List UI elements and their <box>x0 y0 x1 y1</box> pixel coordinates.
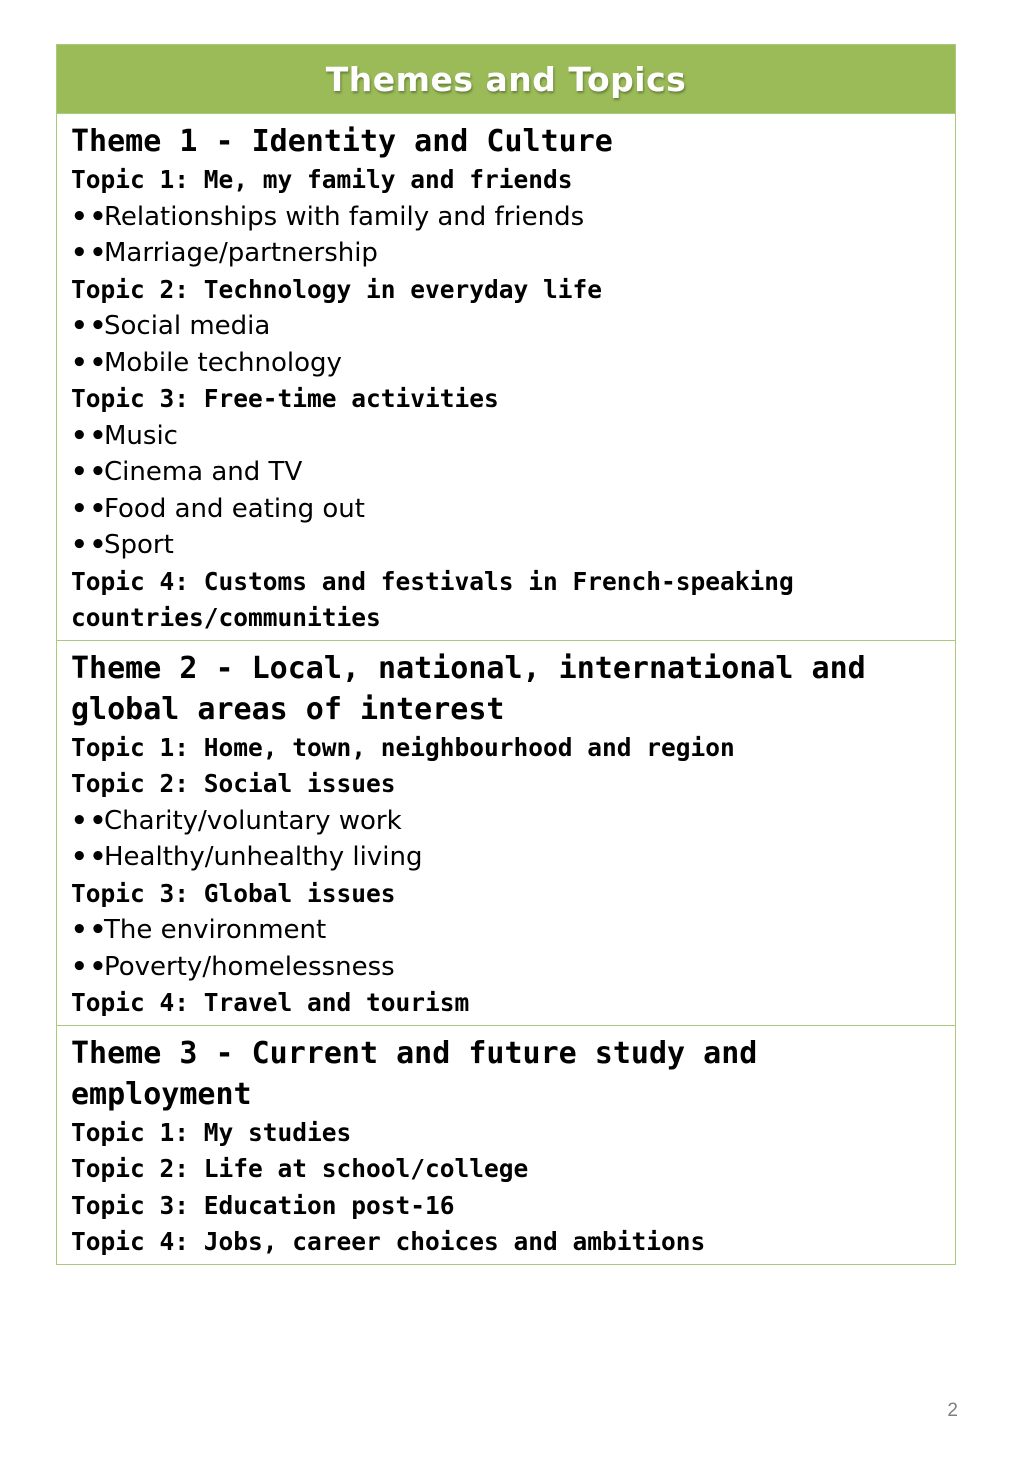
bullet-icon: •• <box>71 347 109 378</box>
list-item <box>71 308 941 345</box>
list-item <box>71 803 941 840</box>
list-item-text: Sport <box>104 530 174 560</box>
list-item-text: Food and eating out <box>104 493 365 524</box>
theme-1-topic-4: Topic 4: Customs and festivals in French-speaking countries/communities <box>71 566 794 632</box>
bullet-icon: •• <box>71 915 109 945</box>
list-item <box>71 949 941 986</box>
bullet-icon: •• <box>71 805 109 836</box>
bullet-icon: •• <box>71 530 109 560</box>
theme-2-topic-1: Topic 1: Home, town, neighbourhood and region <box>71 732 735 762</box>
bullet-icon: •• <box>71 842 109 872</box>
theme-3-cell <box>57 1025 955 1264</box>
theme-3-topic-3: Topic 3: Education post-16 <box>71 1190 455 1220</box>
bullet-icon: •• <box>71 238 109 268</box>
list-item-text: The environment <box>104 915 327 945</box>
bullet-icon: •• <box>71 201 109 232</box>
list-item <box>71 527 941 564</box>
list-item-text: Poverty/homelessness <box>104 951 395 982</box>
list-item <box>71 235 941 272</box>
themes-table <box>56 44 956 1265</box>
theme-3-heading: Theme 3 - Current and future study and employment <box>71 1035 758 1112</box>
theme-3-topic-1: Topic 1: My studies <box>71 1117 352 1147</box>
list-item <box>71 418 941 455</box>
table-header <box>57 45 955 113</box>
list-item <box>71 345 941 382</box>
theme-1-topic-1: Topic 1: Me, my family and friends <box>71 165 573 194</box>
list-item-text: Healthy/unhealthy living <box>104 842 423 872</box>
list-item-text: Relationships with family and friends <box>104 201 585 232</box>
theme-1-topic-3: Topic 3: Free-time activities <box>71 384 499 413</box>
list-item <box>71 912 941 949</box>
table-title: Themes and Topics <box>325 59 687 99</box>
theme-1-cell <box>57 113 955 640</box>
list-item <box>71 454 941 491</box>
list-item-text: Mobile technology <box>104 347 342 378</box>
list-item-text: Charity/voluntary work <box>104 805 402 836</box>
bullet-icon: •• <box>71 420 109 451</box>
list-item-text: Music <box>104 420 178 451</box>
theme-2-topic-2: Topic 2: Social issues <box>71 769 396 798</box>
bullet-icon: •• <box>71 951 109 982</box>
list-item-text: Cinema and TV <box>104 457 303 487</box>
list-item-text: Social media <box>104 311 271 341</box>
theme-3-topic-4: Topic 4: Jobs, career choices and ambitions <box>71 1227 706 1256</box>
list-item <box>71 199 941 236</box>
bullet-icon: •• <box>71 493 109 524</box>
theme-1-topic-2: Topic 2: Technology in everyday life <box>71 274 603 304</box>
theme-1-heading: Theme 1 - Identity and Culture <box>71 124 613 159</box>
list-item <box>71 491 941 528</box>
theme-2-topic-4: Topic 4: Travel and tourism <box>71 988 470 1017</box>
theme-2-heading: Theme 2 - Local, national, international and global areas of interest <box>71 650 866 727</box>
list-item-text: Marriage/partnership <box>104 238 378 268</box>
theme-2-topic-3: Topic 3: Global issues <box>71 878 396 908</box>
theme-3-topic-2: Topic 2: Life at school/college <box>71 1154 529 1183</box>
bullet-icon: •• <box>71 457 109 487</box>
theme-2-cell <box>57 640 955 1025</box>
list-item <box>71 839 941 876</box>
bullet-icon: •• <box>71 311 109 341</box>
page-number: 2 <box>947 1400 958 1421</box>
